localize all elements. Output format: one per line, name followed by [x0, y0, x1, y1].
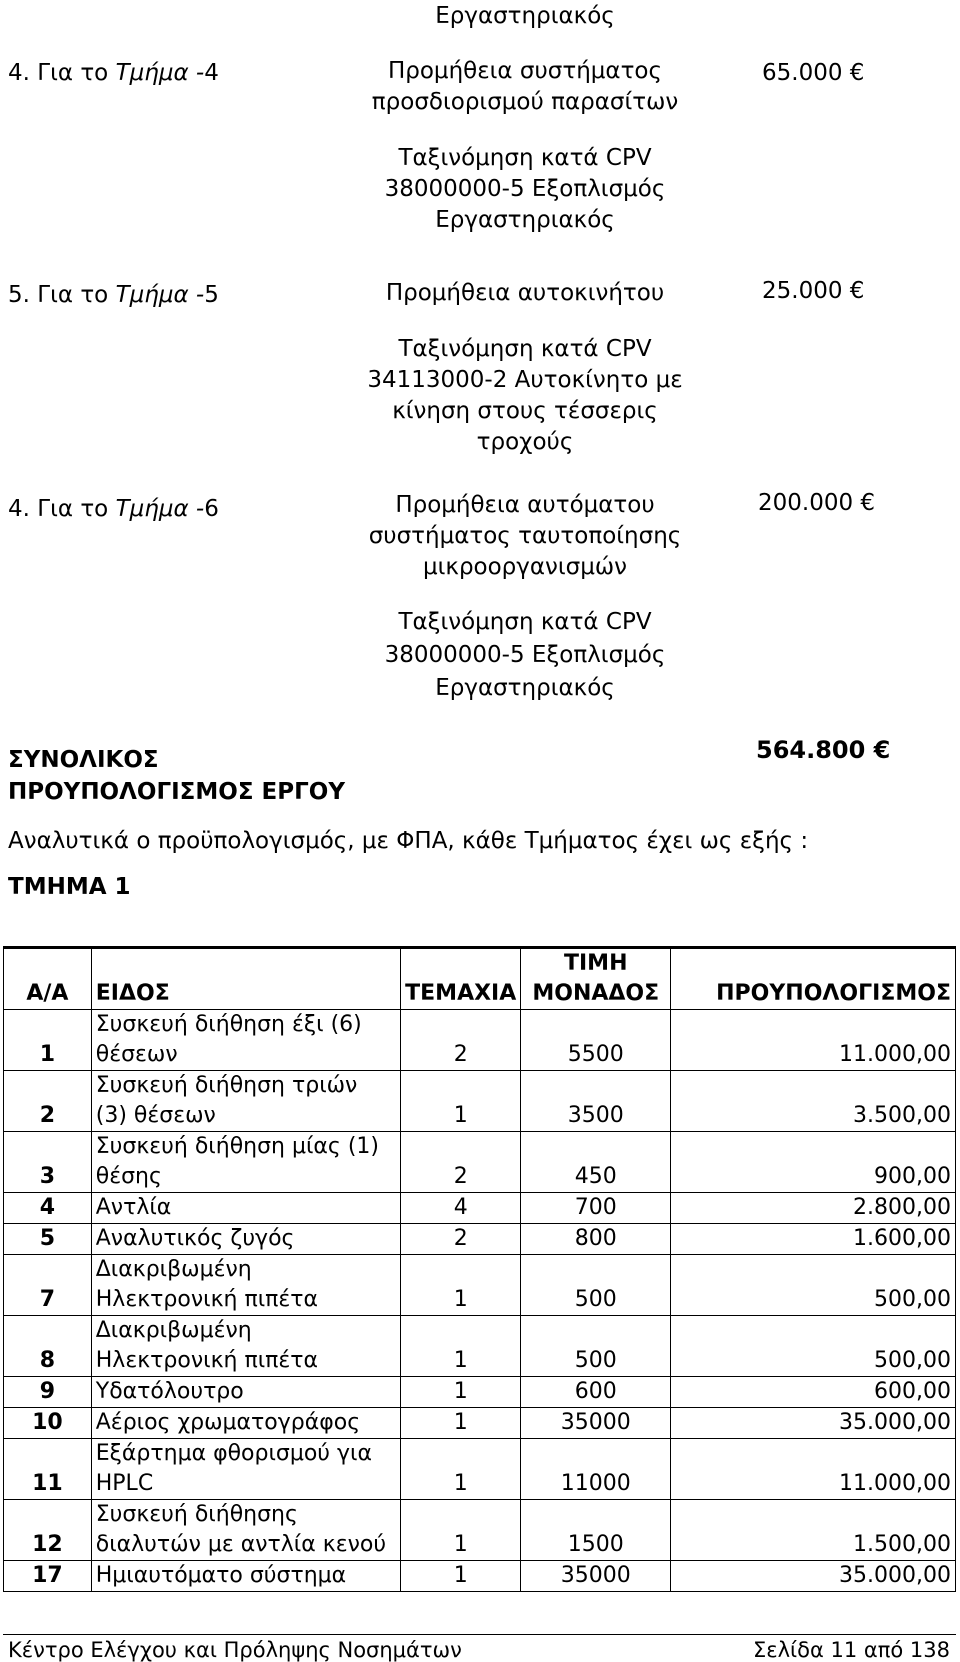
footer-left: Κέντρο Ελέγχου και Πρόληψης Νοσημάτων — [8, 1638, 462, 1662]
lot-amount: 65.000 € — [762, 60, 865, 86]
item-line: Ηλεκτρονική πιπέτα — [95, 1348, 319, 1373]
item-line: Συσκευή διήθηση τριών — [95, 1073, 358, 1098]
lot-label — [8, 496, 219, 522]
row-item-cell — [91, 1377, 400, 1408]
row-item-cell — [91, 1071, 400, 1132]
row-aa-cell: 7 — [4, 1255, 92, 1316]
item-line: Ημιαυτόματο σύστημα — [95, 1563, 347, 1588]
item-line: Διακριβωμένη — [95, 1318, 252, 1343]
row-budget-cell: 2.800,00 — [671, 1193, 956, 1224]
cpv-line: Ταξινόμηση κατά CPV — [398, 145, 652, 171]
row-unit-price-cell: 800 — [521, 1224, 671, 1255]
item-line: Υδατόλουτρο — [95, 1379, 244, 1404]
row-unit-price-cell: 1500 — [521, 1500, 671, 1561]
item-line: Αντλία — [95, 1195, 172, 1220]
lot-cpv — [340, 334, 710, 458]
lot-label-italic: Τμήμα - — [115, 60, 205, 86]
footer-page-number: Σελίδα 11 από 138 — [752, 1638, 950, 1662]
row-item-cell — [91, 1010, 400, 1071]
row-unit-price-cell: 35000 — [521, 1561, 671, 1592]
row-item-cell — [91, 1224, 400, 1255]
row-unit-price-cell: 600 — [521, 1377, 671, 1408]
item-line: διαλυτών με αντλία κενού — [95, 1532, 387, 1557]
lot-description-line: Προμήθεια αυτόματου — [395, 492, 655, 518]
row-aa-cell: 17 — [4, 1561, 92, 1592]
row-budget-cell: 3.500,00 — [671, 1071, 956, 1132]
row-aa-cell: 4 — [4, 1193, 92, 1224]
row-item-cell — [91, 1561, 400, 1592]
cpv-line: Ταξινόμηση κατά CPV — [398, 609, 652, 635]
lot-label-number: 4 — [204, 60, 219, 86]
lot-label-italic: Τμήμα - — [115, 282, 205, 308]
table-header-row — [4, 948, 956, 1010]
item-line: (3) θέσεων — [95, 1103, 216, 1128]
cpv-tail-text: Εργαστηριακός — [435, 3, 615, 29]
item-line: Ηλεκτρονική πιπέτα — [95, 1287, 319, 1312]
row-aa-cell: 12 — [4, 1500, 92, 1561]
row-qty-cell: 1 — [401, 1439, 521, 1500]
total-label-line: ΠΡΟΥΠΟΛΟΓΙΣΜΟΣ ΕΡΓΟΥ — [8, 779, 345, 805]
lot-label — [8, 60, 219, 86]
lot-description-line: Προμήθεια συστήματος — [387, 58, 663, 84]
row-unit-price-cell: 500 — [521, 1255, 671, 1316]
header-unit-line: ΜΟΝΑΔΟΣ — [532, 981, 660, 1006]
table-row — [4, 1561, 956, 1592]
row-aa-cell: 5 — [4, 1224, 92, 1255]
item-line: HPLC — [95, 1471, 154, 1496]
budget-intro: Αναλυτικά ο προϋπολογισμός, με ΦΠΑ, κάθε Τμήματος έχει ως εξής : — [8, 828, 809, 854]
row-unit-price-cell: 700 — [521, 1193, 671, 1224]
cpv-line: Ταξινόμηση κατά CPV — [398, 336, 652, 362]
item-line: θέσης — [95, 1164, 162, 1189]
row-budget-cell: 900,00 — [671, 1132, 956, 1193]
row-item-cell — [91, 1255, 400, 1316]
row-unit-price-cell: 450 — [521, 1132, 671, 1193]
table-row — [4, 1224, 956, 1255]
item-line: Διακριβωμένη — [95, 1257, 252, 1282]
item-line: Εξάρτημα φθορισμού για — [95, 1441, 372, 1466]
total-label-line: ΣΥΝΟΛΙΚΟΣ — [8, 747, 159, 773]
row-budget-cell: 35.000,00 — [671, 1561, 956, 1592]
item-line: Συσκευή διήθηση έξι (6) — [95, 1012, 362, 1037]
row-aa-cell: 8 — [4, 1316, 92, 1377]
row-qty-cell: 2 — [401, 1010, 521, 1071]
row-aa-cell: 3 — [4, 1132, 92, 1193]
row-budget-cell: 500,00 — [671, 1316, 956, 1377]
row-item-cell — [91, 1316, 400, 1377]
lot-label-number: 6 — [204, 496, 219, 522]
row-aa-cell: 10 — [4, 1408, 92, 1439]
cpv-line: 38000000-5 Εξοπλισμός — [384, 642, 666, 668]
lot-label-italic: Τμήμα - — [115, 496, 205, 522]
row-budget-cell: 500,00 — [671, 1255, 956, 1316]
table-row — [4, 1439, 956, 1500]
table-row — [4, 1193, 956, 1224]
header-aa: Α/Α — [4, 948, 92, 1010]
table-row — [4, 1377, 956, 1408]
cpv-line: κίνηση στους τέσσερις — [392, 398, 658, 424]
cpv-line: Εργαστηριακός — [435, 207, 615, 233]
table-row — [4, 1132, 956, 1193]
row-unit-price-cell: 3500 — [521, 1071, 671, 1132]
row-budget-cell: 11.000,00 — [671, 1010, 956, 1071]
budget-table — [3, 946, 956, 1592]
cpv-line: 38000000-5 Εξοπλισμός — [384, 176, 666, 202]
row-aa-cell: 11 — [4, 1439, 92, 1500]
total-label — [8, 744, 345, 808]
item-line: Αέριος χρωματογράφος — [95, 1410, 361, 1435]
total-amount: 564.800 € — [756, 736, 891, 764]
lot-label — [8, 282, 219, 308]
row-unit-price-cell: 500 — [521, 1316, 671, 1377]
header-unit-price — [521, 948, 671, 1010]
table-row — [4, 1071, 956, 1132]
row-budget-cell: 600,00 — [671, 1377, 956, 1408]
row-item-cell — [91, 1439, 400, 1500]
cpv-line: τροχούς — [476, 429, 574, 455]
row-qty-cell: 2 — [401, 1132, 521, 1193]
header-unit-line: ΤΙΜΗ — [563, 951, 628, 976]
item-line: Αναλυτικός ζυγός — [95, 1226, 295, 1251]
lot-amount: 25.000 € — [762, 278, 865, 304]
row-qty-cell: 1 — [401, 1377, 521, 1408]
row-qty-cell: 1 — [401, 1316, 521, 1377]
cpv-line: Εργαστηριακός — [435, 675, 615, 701]
table-body — [4, 1010, 956, 1592]
row-aa-cell: 1 — [4, 1010, 92, 1071]
section-title: ΤΜΗΜΑ 1 — [8, 874, 131, 900]
lot-description — [340, 278, 710, 309]
header-budget: ΠΡΟΥΠΟΛΟΓΙΣΜΟΣ — [671, 948, 956, 1010]
row-budget-cell: 35.000,00 — [671, 1408, 956, 1439]
lot-description-line: Προμήθεια αυτοκινήτου — [385, 280, 665, 306]
row-budget-cell: 1.500,00 — [671, 1500, 956, 1561]
lot-label-prefix: 4. Για το — [8, 60, 116, 86]
row-budget-cell: 1.600,00 — [671, 1224, 956, 1255]
row-unit-price-cell: 5500 — [521, 1010, 671, 1071]
lot-description — [340, 56, 710, 118]
row-item-cell — [91, 1193, 400, 1224]
row-qty-cell: 1 — [401, 1071, 521, 1132]
item-line: Συσκευή διήθηση μίας (1) — [95, 1134, 379, 1159]
cpv-line: 34113000-2 Αυτοκίνητο με — [367, 367, 683, 393]
table-row — [4, 1408, 956, 1439]
row-qty-cell: 1 — [401, 1255, 521, 1316]
lot-amount: 200.000 € — [758, 490, 876, 516]
lot-label-number: 5 — [204, 282, 219, 308]
row-unit-price-cell: 35000 — [521, 1408, 671, 1439]
header-item: ΕΙΔΟΣ — [91, 948, 400, 1010]
row-unit-price-cell: 11000 — [521, 1439, 671, 1500]
table-row — [4, 1010, 956, 1071]
lot-label-prefix: 5. Για το — [8, 282, 116, 308]
lot-cpv — [340, 606, 710, 705]
row-qty-cell: 1 — [401, 1500, 521, 1561]
item-line: Συσκευή διήθησης — [95, 1502, 298, 1527]
table-row — [4, 1316, 956, 1377]
lot-description-line: συστήματος ταυτοποίησης — [368, 523, 682, 549]
header-qty: ΤΕΜΑΧΙΑ — [401, 948, 521, 1010]
lot-description-line: προσδιορισμού παρασίτων — [371, 89, 679, 115]
lot-description-line: μικροοργανισμών — [422, 554, 628, 580]
table-row — [4, 1255, 956, 1316]
row-qty-cell: 4 — [401, 1193, 521, 1224]
lot-description — [340, 490, 710, 583]
lot-label-prefix: 4. Για το — [8, 496, 116, 522]
row-aa-cell: 9 — [4, 1377, 92, 1408]
lot-cpv — [340, 143, 710, 236]
row-qty-cell: 1 — [401, 1408, 521, 1439]
row-qty-cell: 2 — [401, 1224, 521, 1255]
row-item-cell — [91, 1500, 400, 1561]
row-budget-cell: 11.000,00 — [671, 1439, 956, 1500]
row-item-cell — [91, 1132, 400, 1193]
row-aa-cell: 2 — [4, 1071, 92, 1132]
footer-divider — [3, 1634, 956, 1635]
row-qty-cell: 1 — [401, 1561, 521, 1592]
table-row — [4, 1500, 956, 1561]
item-line: θέσεων — [95, 1042, 178, 1067]
row-item-cell — [91, 1408, 400, 1439]
